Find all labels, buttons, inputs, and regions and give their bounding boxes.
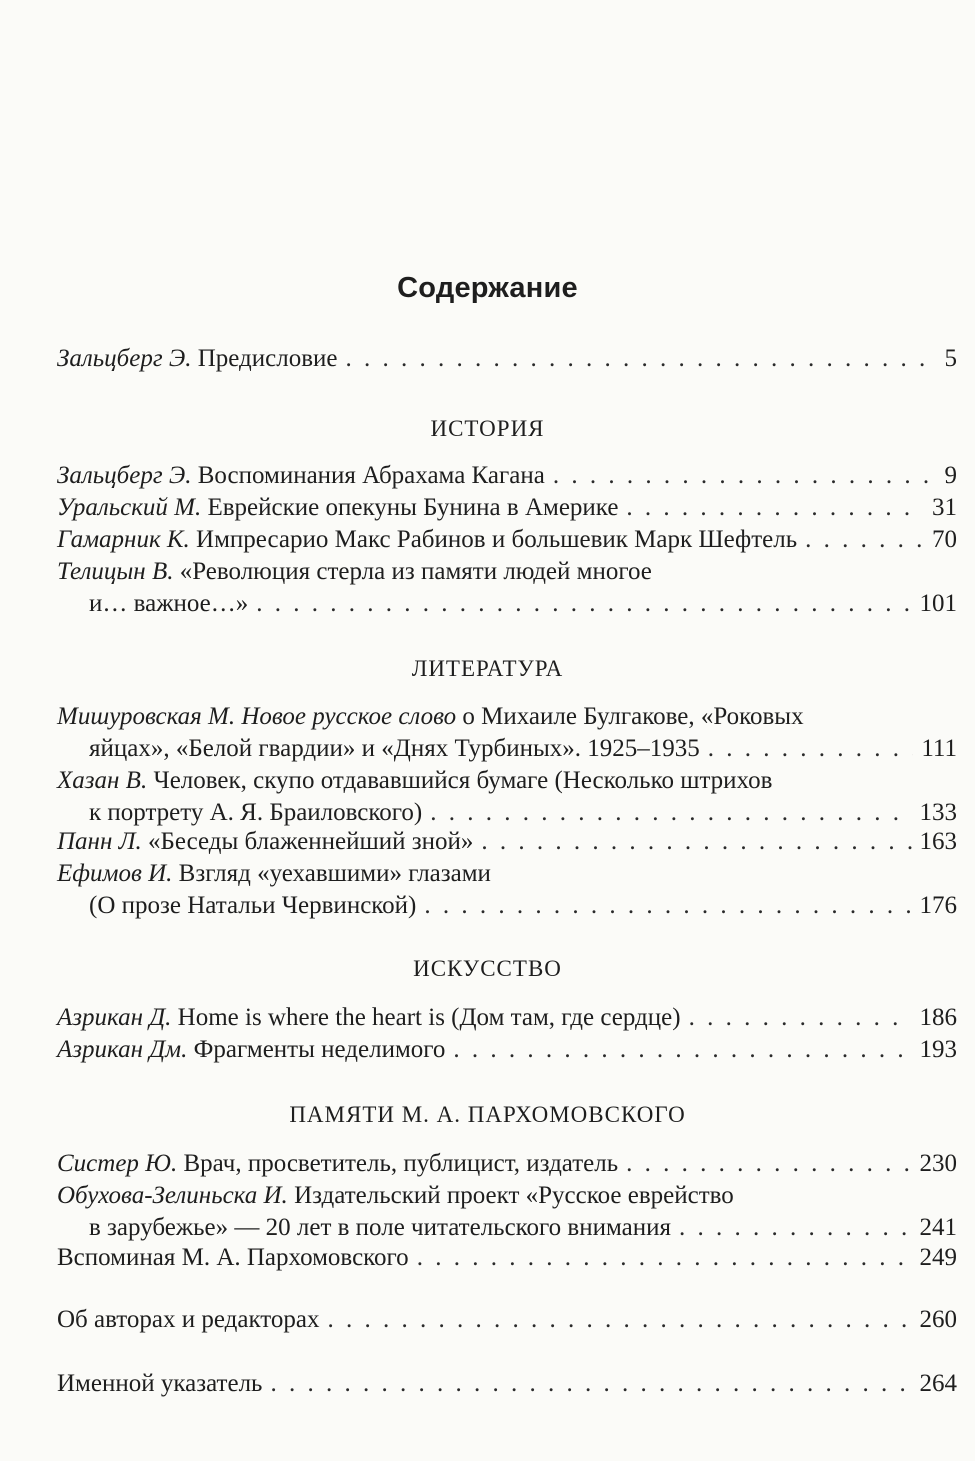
toc-entry xyxy=(57,524,957,556)
dot-leader xyxy=(708,733,914,765)
entry-title-continuation: (О прозе Натальи Червинской) xyxy=(89,892,417,919)
entry-page-number: 264 xyxy=(919,1370,957,1397)
entry-title: Об авторах и редакторах xyxy=(57,1306,320,1333)
toc-entry xyxy=(57,826,957,858)
entry-author: Телицын В. xyxy=(57,558,174,585)
entry-title: Воспоминания Абрахама Кагана xyxy=(197,462,545,489)
dot-leader xyxy=(430,797,911,829)
entry-title: Человек, скупо отдававшийся бумаге (Несколько штрихов xyxy=(153,767,773,794)
entry-title: Home is where the heart is (Дом там, где сердце) xyxy=(177,1004,681,1031)
toc-entry xyxy=(57,1180,957,1244)
entry-author: Панн Л. xyxy=(57,828,142,855)
entry-author: Зальцберг Э. xyxy=(57,462,192,489)
entry-author: Систер Ю. xyxy=(57,1150,178,1177)
section-heading-art: ИСКУССТВО xyxy=(413,956,562,981)
entry-page-number: 249 xyxy=(919,1244,957,1271)
entry-page-number: 133 xyxy=(919,799,957,826)
entry-page-number: 241 xyxy=(919,1214,957,1241)
toc-entry-preface xyxy=(57,343,957,375)
entry-title-continuation: к портрету А. Я. Браиловского) xyxy=(89,799,423,826)
entry-page-number: 186 xyxy=(919,1004,957,1031)
toc-entry xyxy=(57,492,957,524)
dot-leader xyxy=(345,343,936,375)
entry-page-number: 176 xyxy=(919,892,957,919)
entry-page-number: 163 xyxy=(919,828,957,855)
section-heading-literature: ЛИТЕРАТУРА xyxy=(411,656,564,681)
entry-title-continuation: яйцах», «Белой гвардии» и «Днях Турбиных». 1925–1935 xyxy=(89,735,700,762)
toc-entry xyxy=(57,858,957,922)
entry-author: Азрикан Дм. xyxy=(57,1036,188,1063)
page-title: Содержание xyxy=(397,272,578,304)
entry-author: Хазан В. xyxy=(57,767,148,794)
entry-page-number: 101 xyxy=(919,590,957,617)
entry-page-number: 70 xyxy=(932,526,957,553)
toc-entry xyxy=(57,1034,957,1066)
toc-entry-name-index xyxy=(57,1368,957,1400)
entry-author: Ефимов И. xyxy=(57,860,173,887)
entry-title: Издательский проект «Русское еврейство xyxy=(294,1182,734,1209)
entry-page-number: 260 xyxy=(919,1306,957,1333)
dot-leader xyxy=(453,1034,911,1066)
entry-author: Обухова-Зелиньска И. xyxy=(57,1182,288,1209)
entry-page-number: 111 xyxy=(921,735,957,762)
entry-author: Азрикан Д. xyxy=(57,1004,172,1031)
entry-title: Врач, просветитель, публицист, издатель xyxy=(183,1150,619,1177)
dot-leader xyxy=(553,460,937,492)
dot-leader xyxy=(327,1304,911,1336)
dot-leader xyxy=(270,1368,911,1400)
entry-page-number: 9 xyxy=(944,462,957,489)
entry-title: о Михаиле Булгакове, «Роковых xyxy=(462,703,804,730)
dot-leader xyxy=(679,1212,912,1244)
toc-entry-about-authors xyxy=(57,1304,957,1336)
toc-entry xyxy=(57,1242,957,1274)
section-heading-memory: ПАМЯТИ М. А. ПАРХОМОВСКОГО xyxy=(289,1102,686,1127)
dot-leader xyxy=(256,588,911,620)
toc-entry xyxy=(57,460,957,492)
entry-title: Именной указатель xyxy=(57,1370,263,1397)
entry-title: Фрагменты неделимого xyxy=(193,1036,446,1063)
entry-page-number: 5 xyxy=(944,345,957,372)
toc-entry xyxy=(57,556,957,620)
toc-entry xyxy=(57,765,957,829)
entry-page-number: 230 xyxy=(919,1150,957,1177)
entry-title: Предисловие xyxy=(197,345,338,372)
entry-title: Еврейские опекуны Бунина в Америке xyxy=(207,494,619,521)
entry-author: Мишуровская М. Новое русское слово xyxy=(57,703,457,730)
dot-leader xyxy=(417,1242,912,1274)
toc-entry xyxy=(57,1148,957,1180)
entry-title: Импресарио Макс Рабинов и большевик Марк Шефтель xyxy=(196,526,798,553)
dot-leader xyxy=(626,1148,911,1180)
dot-leader xyxy=(689,1002,912,1034)
entry-title: «Беседы блаженнейший зной» xyxy=(148,828,474,855)
toc-entry xyxy=(57,1002,957,1034)
entry-author: Гамарник К. xyxy=(57,526,190,553)
entry-page-number: 31 xyxy=(932,494,957,521)
entry-author: Уральский М. xyxy=(57,494,202,521)
toc-entry xyxy=(57,701,957,765)
entry-title-continuation: в зарубежье» — 20 лет в поле читательского внимания xyxy=(89,1214,671,1241)
entry-author: Зальцберг Э. xyxy=(57,345,192,372)
entry-title: «Революция стерла из памяти людей многое xyxy=(179,558,652,585)
entry-title-continuation: и… важное…» xyxy=(89,590,249,617)
entry-title: Вспоминая М. А. Пархомовского xyxy=(57,1244,409,1271)
dot-leader xyxy=(805,524,924,556)
section-heading-history: ИСТОРИЯ xyxy=(430,416,545,441)
entry-page-number: 193 xyxy=(919,1036,957,1063)
dot-leader xyxy=(626,492,924,524)
entry-title: Взгляд «уехавшими» глазами xyxy=(178,860,491,887)
dot-leader xyxy=(424,890,911,922)
dot-leader xyxy=(481,826,911,858)
